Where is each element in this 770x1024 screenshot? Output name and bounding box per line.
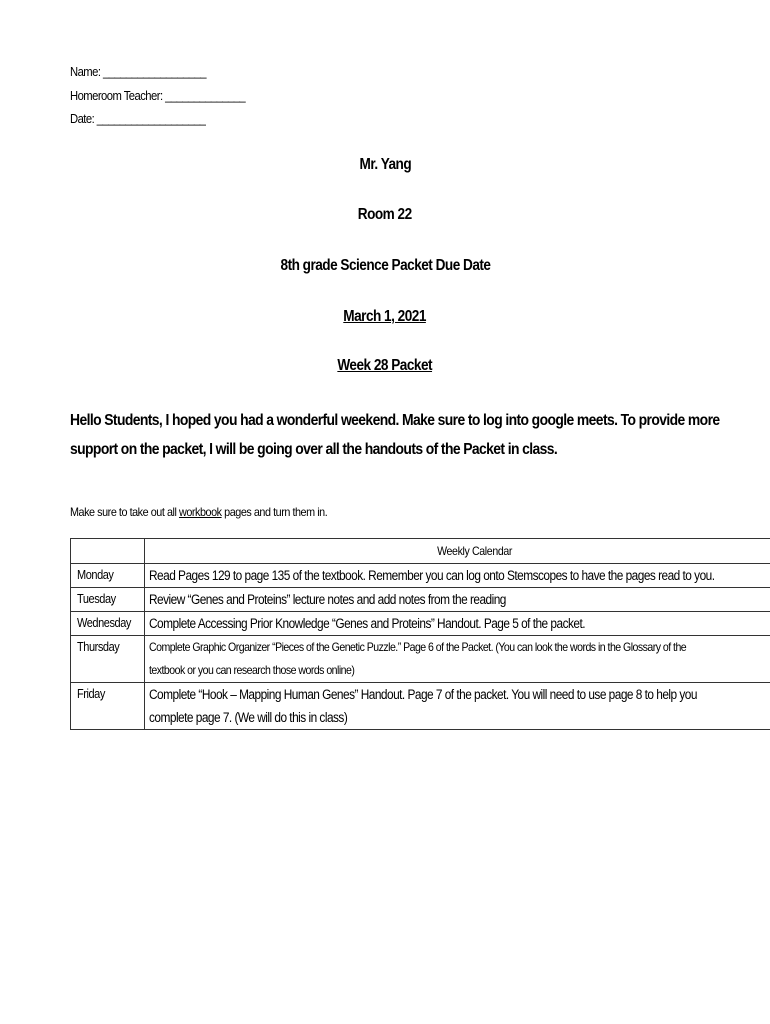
- note-text-before: Make sure to take out all: [70, 505, 179, 519]
- day-cell: Monday: [71, 564, 145, 588]
- table-row: [71, 564, 770, 588]
- note-text-underlined: workbook: [178, 505, 222, 519]
- day-cell: Thursday: [71, 636, 145, 683]
- table-header-row: [71, 539, 770, 564]
- packet-due-heading: 8th grade Science Packet Due Date: [280, 257, 490, 274]
- weekly-calendar-table: [70, 538, 770, 730]
- header-blank-cell: [71, 539, 145, 564]
- table-row: [71, 612, 770, 636]
- homeroom-teacher-field: Homeroom Teacher: ______________: [70, 89, 246, 103]
- task-cell: Complete Accessing Prior Knowledge “Genes and Proteins” Handout. Page 5 of the packet.: [145, 612, 770, 636]
- note-text-after: pages and turn them in.: [221, 505, 328, 519]
- day-cell: Friday: [71, 683, 145, 730]
- calendar-header: Weekly Calendar: [145, 539, 770, 564]
- task-cell: Review “Genes and Proteins” lecture notes and add notes from the reading: [145, 588, 770, 612]
- day-cell: Wednesday: [71, 612, 145, 636]
- workbook-note: [70, 505, 327, 519]
- task-cell: Read Pages 129 to page 135 of the textbook. Remember you can log onto Stemscopes to have the pages read to you.: [145, 564, 770, 588]
- week-packet: Week 28 Packet: [337, 357, 433, 374]
- table-row: [71, 636, 770, 683]
- task-cell: Complete Graphic Organizer “Pieces of the Genetic Puzzle.” Page 6 of the Packet. (You can look the words in the Glossary of the textbook or you can research those words online): [145, 636, 770, 683]
- teacher-name: Mr. Yang: [359, 156, 411, 173]
- task-cell: Complete “Hook – Mapping Human Genes” Handout. Page 7 of the packet. You will need to use page 8 to help you complete page 7. (We will do this in class): [145, 683, 770, 730]
- date-field: Date: ___________________: [70, 112, 206, 126]
- day-cell: Tuesday: [71, 588, 145, 612]
- table-row: [71, 588, 770, 612]
- due-date: March 1, 2021: [343, 308, 427, 325]
- name-field: Name: __________________: [70, 65, 206, 79]
- room-number: Room 22: [358, 206, 412, 223]
- greeting-paragraph: Hello Students, I hoped you had a wonderful weekend. Make sure to log into google meets. To provide more support on the packet, I will be going over all the handouts of the Packet in class.: [70, 412, 720, 458]
- table-row: [71, 683, 770, 730]
